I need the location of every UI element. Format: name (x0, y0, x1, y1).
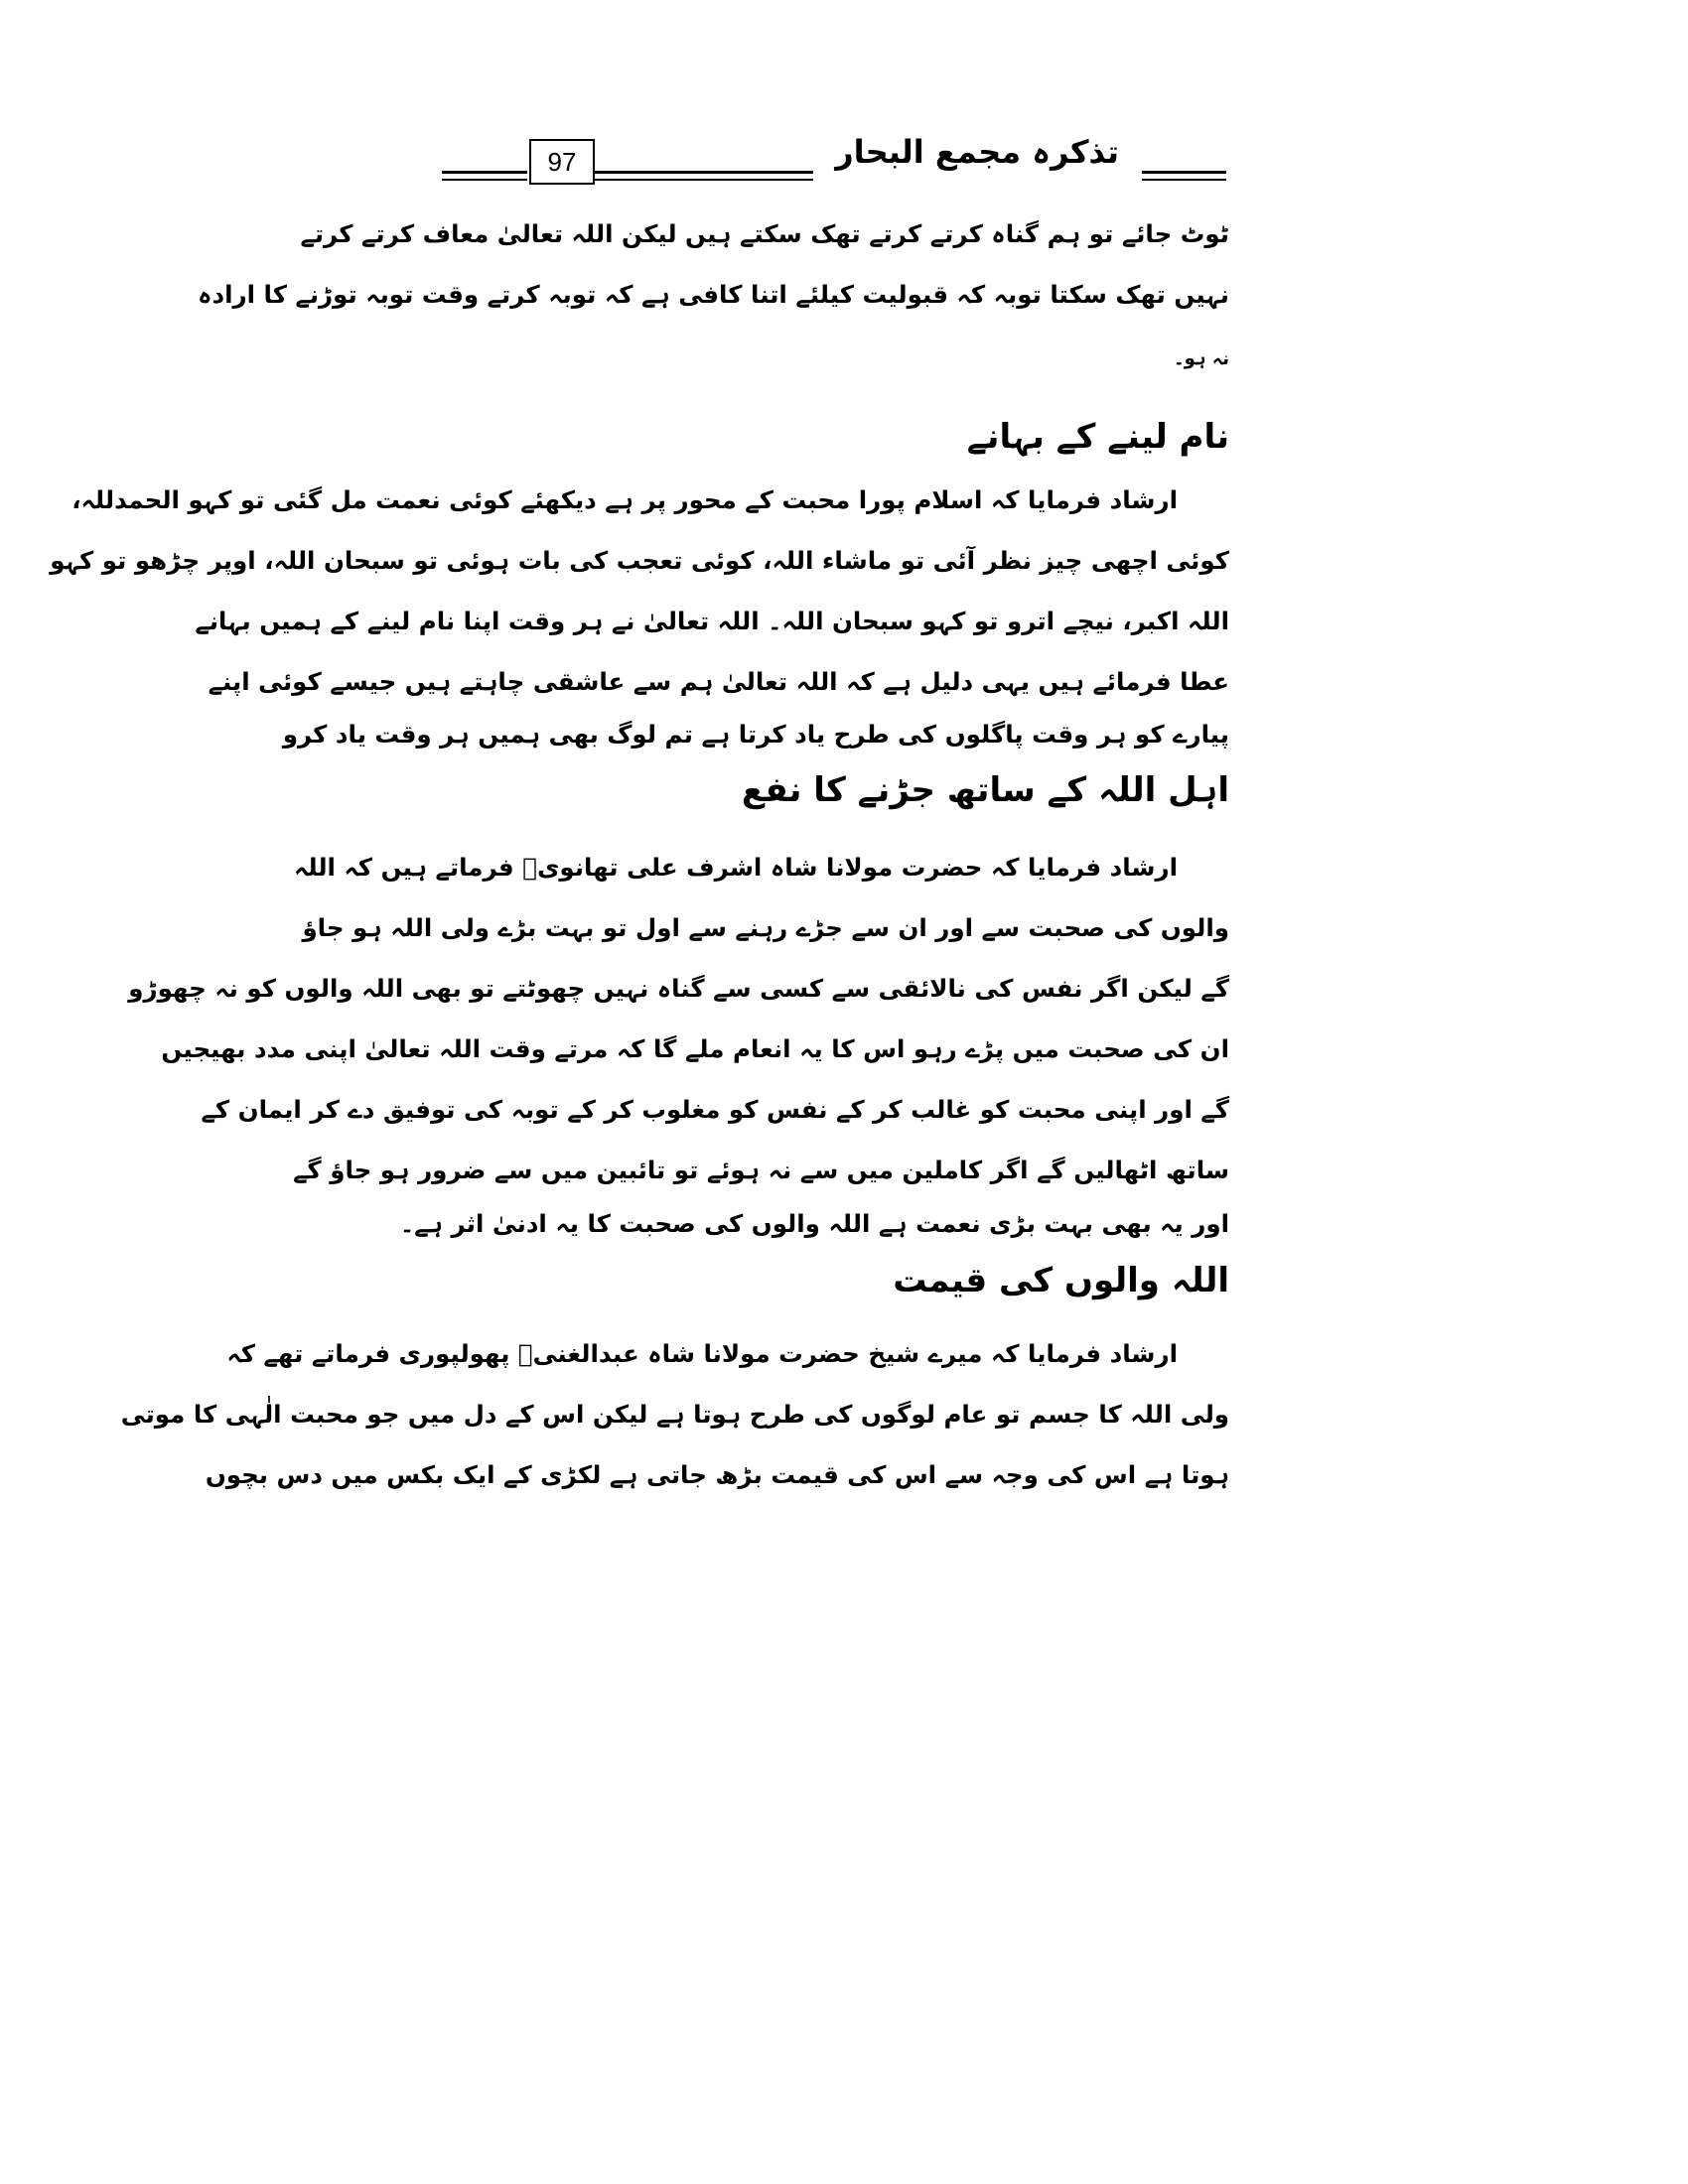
paragraph-line: گے اور اپنی محبت کو غالب کر کے نفس کو مغلوب کر کے توبہ کی توفیق دے کر ایمان کے (201, 1095, 1229, 1124)
paragraph-line: عطا فرمائے ہیں یہی دلیل ہے کہ اللہ تعالیٰ ہم سے عاشقی چاہتے ہیں جیسے کوئی اپنے (208, 667, 1229, 696)
page-body (50, 204, 1229, 1505)
paragraph-line: ارشاد فرمایا کہ اسلام پورا محبت کے محور پر ہے دیکھئے کوئی نعمت مل گئی تو کہو الحمدللہ، (71, 485, 1178, 514)
paragraph-line: ولی اللہ کا جسم تو عام لوگوں کی طرح ہوتا ہے لیکن اس کے دل میں جو محبت الٰہی کا موتی (120, 1400, 1229, 1429)
page-header (442, 133, 1226, 199)
header-rule-middle-bottom (595, 179, 813, 181)
paragraph-line: ارشاد فرمایا کہ حضرت مولانا شاہ اشرف علی تھانویؒ فرماتے ہیں کہ اللہ (293, 853, 1178, 882)
paragraph-line: ہوتا ہے اس کی وجہ سے اس کی قیمت بڑھ جاتی ہے لکڑی کے ایک بکس میں دس بچوں (205, 1460, 1229, 1489)
book-title: تذکرہ مجمع البحار (835, 133, 1119, 171)
header-rule-middle-top (595, 171, 813, 174)
body-line: نہیں تھک سکتا توبہ کہ قبولیت کیلئے اتنا کافی ہے کہ توبہ کرتے وقت توبہ توڑنے کا ارادہ (198, 280, 1229, 309)
section-heading: اللہ والوں کی قیمت (893, 1261, 1229, 1300)
section-heading: اہل اللہ کے ساتھ جڑنے کا نفع (741, 770, 1229, 810)
header-rule-right-bottom (1142, 179, 1226, 181)
paragraph-line: کوئی اچھی چیز نظر آئی تو ماشاء اللہ، کوئی تعجب کی بات ہوئی تو سبحان اللہ، اوپر چڑھو تو کہو (50, 546, 1229, 575)
body-line: ٹوٹ جائے تو ہم گناہ کرتے کرتے تھک سکتے ہیں لیکن اللہ تعالیٰ معاف کرتے کرتے (300, 219, 1229, 248)
paragraph-line: پیارے کو ہر وقت پاگلوں کی طرح یاد کرتا ہے تم لوگ بھی ہمیں ہر وقت یاد کرو (282, 720, 1229, 749)
paragraph-line: اللہ اکبر، نیچے اترو تو کہو سبحان اللہ۔ اللہ تعالیٰ نے ہر وقت اپنا نام لینے کے ہمیں بہانے (195, 607, 1229, 635)
paragraph-line: ساتھ اٹھالیں گے اگر کاملین میں سے نہ ہوئے تو تائبین میں سے ضرور ہو جاؤ گے (293, 1156, 1229, 1184)
paragraph-line: اور یہ بھی بہت بڑی نعمت ہے اللہ والوں کی صحبت کا یہ ادنیٰ اثر ہے۔ (399, 1209, 1229, 1238)
header-rule-left-bottom (442, 179, 527, 181)
header-rule-left-top (442, 171, 527, 174)
paragraph-line: گے لیکن اگر نفس کی نالائقی سے کسی سے گناہ نہیں چھوٹتے تو بھی اللہ والوں کو نہ چھوڑو (128, 974, 1229, 1003)
paragraph-line: ارشاد فرمایا کہ میرے شیخ حضرت مولانا شاہ عبدالغنیؒ پھولپوری فرماتے تھے کہ (226, 1339, 1178, 1368)
paragraph-line: والوں کی صحبت سے اور ان سے جڑے رہنے سے اول تو بہت بڑے ولی اللہ ہو جاؤ (302, 913, 1229, 942)
body-line-end: نہ ہو۔ (1174, 348, 1229, 369)
page-number: 97 (529, 139, 595, 185)
paragraph-line: ان کی صحبت میں پڑے رہو اس کا یہ انعام ملے گا کہ مرتے وقت اللہ تعالیٰ اپنی مدد بھیجیں (161, 1034, 1229, 1063)
header-rule-right-top (1142, 171, 1226, 174)
section-heading: نام لینے کے بہانے (966, 417, 1229, 457)
